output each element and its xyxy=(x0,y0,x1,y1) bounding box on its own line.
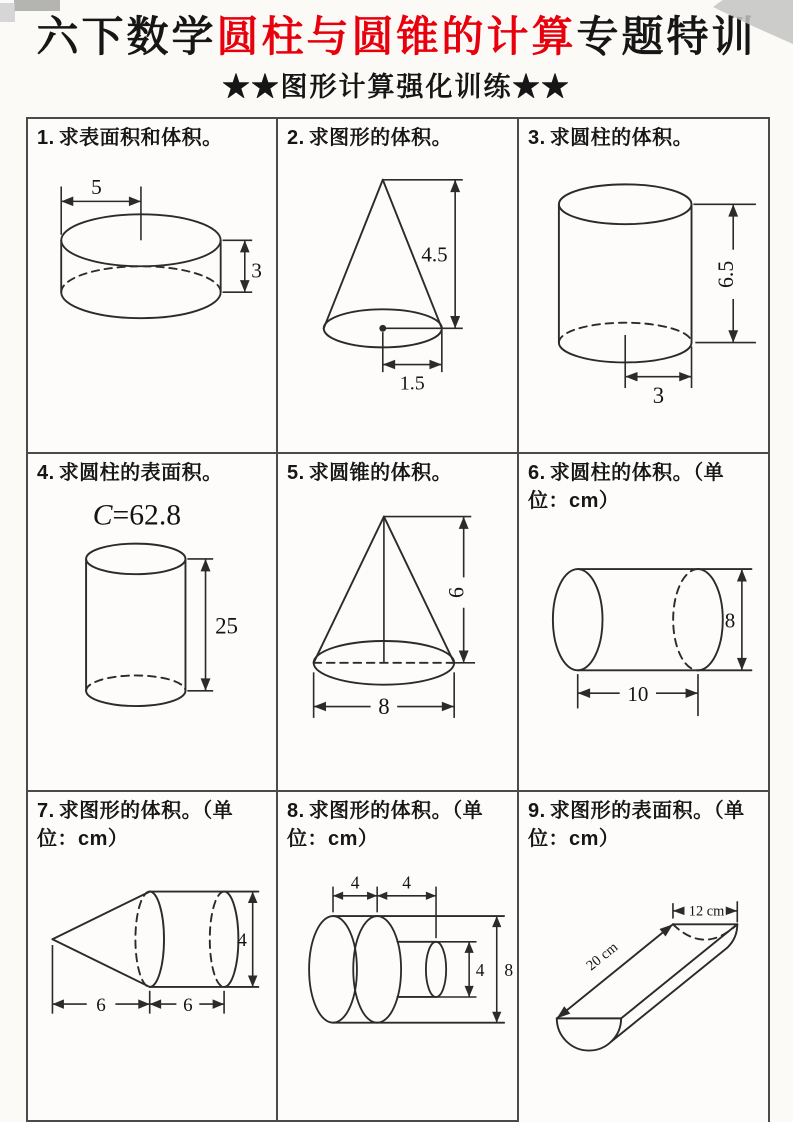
dim-height-label: 25 xyxy=(215,613,239,639)
diagram-cone xyxy=(291,155,506,395)
problem-title xyxy=(37,125,268,153)
problem-title xyxy=(287,125,509,153)
problem-cell-7 xyxy=(28,792,278,1122)
diagram-half-cylinder xyxy=(528,857,768,1078)
dim-diameter-label: 8 xyxy=(378,693,390,719)
problem-number: 3. xyxy=(528,127,546,149)
dim-width-label: 12 cm xyxy=(688,903,725,920)
title-part1: 六下数学 xyxy=(36,13,217,60)
dim-height-label: 4.5 xyxy=(420,242,448,267)
title-highlight: 圆柱与圆锥的计算 xyxy=(216,13,577,60)
problem-number: 1. xyxy=(37,127,55,149)
problem-text: 求表面积和体积。 xyxy=(58,127,223,149)
problem-number: 8. xyxy=(287,800,305,822)
problem-text: 求圆柱的体积。（单位：cm） xyxy=(528,462,725,512)
dim-height-label: 3 xyxy=(251,257,262,282)
page-title xyxy=(0,0,793,60)
diagram-cylinder xyxy=(528,155,766,407)
title-part2: 专题特训 xyxy=(576,13,757,60)
dim-diameter-label: 4 xyxy=(237,930,247,952)
dim-cone-length-label: 6 xyxy=(96,994,106,1016)
problem-title xyxy=(287,460,509,488)
problem-cell-5 xyxy=(278,454,519,792)
problems-grid xyxy=(26,117,770,1122)
dimension-lines xyxy=(578,569,747,716)
problem-cell-8 xyxy=(278,792,519,1122)
problem-number: 5. xyxy=(287,462,305,484)
dim-radius-label: 5 xyxy=(91,174,102,199)
stepped-cylinder-shape xyxy=(309,916,504,1023)
problem-title xyxy=(37,798,268,853)
half-cylinder-shape xyxy=(557,924,737,1050)
problem-cell-6 xyxy=(519,454,768,792)
problem-title xyxy=(287,798,509,853)
diagram-flat-cylinder xyxy=(37,155,269,333)
cone-shape xyxy=(314,516,455,684)
dim-radius-label: 3 xyxy=(652,382,665,407)
diagram-cone-cylinder xyxy=(37,863,271,1027)
problem-text: 求图形的体积。（单位：cm） xyxy=(287,800,484,850)
scan-artifact-top-left-2 xyxy=(0,3,15,22)
problem-title xyxy=(528,125,760,153)
problem-number: 2. xyxy=(287,127,305,149)
problem-title xyxy=(37,460,268,488)
dim-big-length-label: 4 xyxy=(350,872,360,893)
problem-cell-3 xyxy=(519,119,768,454)
diagram-cone-wide xyxy=(287,490,515,735)
dim-radius-label: 1.5 xyxy=(399,371,425,394)
dimension-lines xyxy=(52,892,257,1014)
problem-number: 4. xyxy=(37,462,55,484)
dim-length-label: 20 cm xyxy=(583,939,622,975)
problem-number: 7. xyxy=(37,800,55,822)
dim-small-diameter-label: 4 xyxy=(475,960,485,981)
page-subtitle: ★★图形计算强化训练★★ xyxy=(222,72,571,103)
problem-text: 求圆柱的体积。 xyxy=(549,127,694,149)
dim-diameter-label: 8 xyxy=(724,608,736,633)
problem-text: 求图形的体积。（单位：cm） xyxy=(37,800,234,850)
problem-text: 求圆锥的体积。 xyxy=(308,462,453,484)
diagram-horizontal-cylinder xyxy=(528,529,762,718)
problem-number: 6. xyxy=(528,462,546,484)
diagram-stepped-cylinder xyxy=(287,859,517,1054)
dimension-lines xyxy=(187,558,213,690)
problem-cell-4 xyxy=(28,454,278,792)
problem-cell-2 xyxy=(278,119,519,454)
dimension-lines xyxy=(314,516,475,717)
dim-cylinder-length-label: 6 xyxy=(183,994,193,1016)
circumference-variable: C xyxy=(92,499,113,532)
problem-title xyxy=(528,460,760,515)
problem-text: 求图形的表面积。（单位：cm） xyxy=(528,800,745,850)
diagram-cylinder-circumference xyxy=(45,490,260,731)
cylinder-shape xyxy=(86,543,185,705)
problem-text: 求图形的体积。 xyxy=(308,127,453,149)
problem-number: 9. xyxy=(528,800,546,822)
problem-cell-1 xyxy=(28,119,278,454)
dim-length-label: 10 xyxy=(627,682,649,707)
dimension-lines xyxy=(61,186,252,292)
cone-cylinder-shape xyxy=(52,892,258,987)
dim-small-length-label: 4 xyxy=(402,872,411,893)
dim-big-diameter-label: 8 xyxy=(504,960,514,981)
problem-cell-9 xyxy=(519,792,768,1122)
circumference-value: =62.8 xyxy=(112,499,182,532)
dim-height-label: 6.5 xyxy=(714,260,739,288)
problem-title xyxy=(528,798,760,853)
circumference-label xyxy=(93,499,181,531)
cylinder-shape xyxy=(553,569,752,670)
dim-height-label: 6 xyxy=(444,586,469,598)
problem-text: 求圆柱的表面积。 xyxy=(58,462,223,484)
scan-artifact-top-left xyxy=(14,0,60,11)
